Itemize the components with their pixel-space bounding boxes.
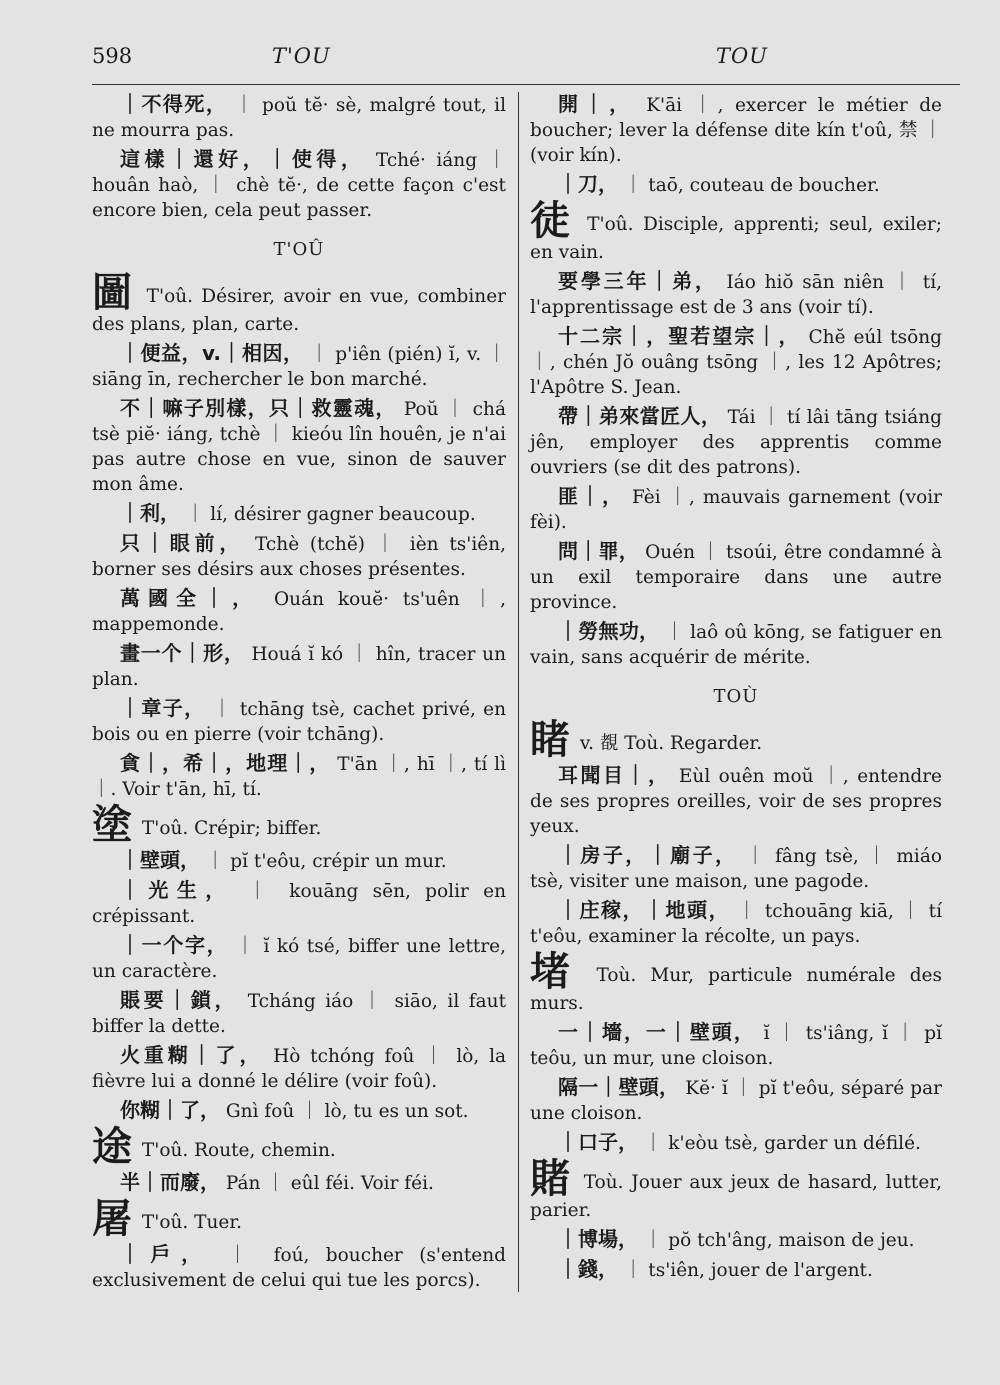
dictionary-entry bbox=[92, 270, 506, 337]
entry-definition: T'oû. Tuer. bbox=[141, 1212, 243, 1233]
romanization-and-gloss: T'ān ｜, hī ｜, tí lì ｜. Voir t'ān, hī, tí. bbox=[92, 754, 506, 800]
sub-entry bbox=[92, 531, 506, 582]
sub-entry bbox=[530, 539, 942, 615]
romanization-and-gloss: K'āi ｜, exercer le métier de boucher; lever la défense dite kín t'oû, 禁 ｜ (voir kín). bbox=[530, 95, 942, 166]
sub-entry bbox=[530, 269, 942, 320]
dictionary-entry bbox=[530, 717, 942, 763]
romanization-and-gloss: Pán ｜ eûl féi. Voir féi. bbox=[225, 1173, 434, 1194]
sub-entry bbox=[92, 878, 506, 929]
sub-entry bbox=[530, 619, 942, 670]
romanization-and-gloss: Hò tchóng foû ｜ lò, la fièvre lui a donné le délire (voir foû). bbox=[92, 1046, 507, 1092]
romanization-and-gloss: ｜ p'iên (pién) ĭ, v. ｜ siāng īn, rechercher le bon marché. bbox=[92, 344, 506, 390]
sub-entry bbox=[92, 751, 506, 802]
sub-entry bbox=[92, 1043, 506, 1094]
sub-entry bbox=[530, 1227, 942, 1253]
chinese-phrase: ｜口子， bbox=[558, 1130, 638, 1154]
header-rule bbox=[92, 84, 960, 85]
sub-entry bbox=[92, 501, 506, 527]
headword-character: 途 bbox=[92, 1124, 132, 1170]
headword-character: 塗 bbox=[92, 802, 132, 848]
romanization-and-gloss: ｜ taō, couteau de boucher. bbox=[623, 175, 880, 196]
chinese-phrase: ｜便益，v.｜相因， bbox=[120, 341, 304, 365]
sub-entry bbox=[92, 1098, 506, 1124]
entry-definition: T'oû. Disciple, apprenti; seul, exiler; en vain. bbox=[530, 214, 943, 263]
chinese-phrase: 開｜， bbox=[558, 92, 635, 116]
sub-entry bbox=[92, 988, 506, 1039]
dictionary-entry bbox=[530, 198, 943, 265]
sub-entry bbox=[92, 92, 506, 143]
chinese-phrase: 匪｜， bbox=[558, 484, 625, 508]
romanization-and-gloss: ｜ kouāng sēn, polir en crépissant. bbox=[92, 881, 506, 927]
romanization-and-gloss: Ouán kouĕ· ts'uên ｜, mappemonde. bbox=[92, 589, 507, 635]
headword-character: 徒 bbox=[530, 198, 574, 244]
dictionary-entry bbox=[530, 949, 942, 1016]
chinese-phrase: ｜錢， bbox=[558, 1257, 618, 1281]
chinese-phrase: ｜光生， bbox=[120, 878, 234, 902]
chinese-phrase: 畫一个｜形， bbox=[120, 641, 245, 665]
chinese-phrase: ｜一个字， bbox=[120, 933, 229, 957]
sub-entry bbox=[530, 1257, 942, 1283]
romanization-and-gloss: Tcháng iáo ｜ siāo, il faut biffer la dette. bbox=[92, 991, 507, 1037]
romanization-and-gloss: Chĕ eúl tsōng ｜, chén Jŏ ouâng tsōng ｜, les 12 Apôtres; l'Apôtre S. Jean. bbox=[530, 327, 943, 398]
sub-entry bbox=[530, 898, 942, 949]
chinese-phrase: ｜壁頭， bbox=[120, 848, 200, 872]
romanization-and-gloss: ｜ laô oû kōng, se fatiguer en vain, sans acquérir de mérite. bbox=[530, 622, 942, 668]
romanization-and-gloss: ｜ foú, boucher (s'entend exclusivement de celui qui tue les porcs). bbox=[92, 1245, 507, 1291]
romanization-and-gloss: Ouén ｜ tsoúi, être condamné à un exil temporaire dans une autre province. bbox=[530, 542, 942, 613]
sub-entry bbox=[530, 1130, 942, 1156]
sub-entry bbox=[92, 147, 506, 223]
romanization-and-gloss: Eùl ouên moŭ ｜, entendre de ses propres oreilles, voir de ses propres yeux. bbox=[530, 766, 942, 837]
running-head-right: TOU bbox=[716, 44, 768, 68]
sub-entry bbox=[92, 641, 506, 692]
romanization-and-gloss: Fèi ｜, mauvais garnement (voir fèi). bbox=[530, 487, 942, 533]
dictionary-entry bbox=[530, 1156, 942, 1223]
romanization-and-gloss: ｜ ĭ kó tsé, biffer une lettre, un caractère. bbox=[92, 936, 507, 982]
section-heading: TOÙ bbox=[713, 686, 759, 707]
sub-entry bbox=[92, 696, 506, 747]
chinese-phrase: ｜博場， bbox=[558, 1227, 638, 1251]
chinese-phrase: 要學三年｜弟， bbox=[558, 269, 718, 293]
running-head-left: T'OU bbox=[272, 44, 331, 68]
sub-entry bbox=[92, 933, 506, 984]
chinese-phrase: ｜勞無功， bbox=[558, 619, 660, 643]
chinese-phrase: 帶｜弟來當匠人， bbox=[558, 404, 722, 428]
entry-definition: T'oû. Route, chemin. bbox=[141, 1140, 336, 1161]
chinese-phrase: 你糊｜了， bbox=[120, 1098, 220, 1122]
column-divider bbox=[518, 92, 519, 1292]
romanization-and-gloss: Tché· iáng ｜ houân haò, ｜ chè tĕ·, de cette façon c'est encore bien, cela peut passer. bbox=[92, 150, 506, 221]
chinese-phrase: ｜庄稼，｜地頭， bbox=[558, 898, 731, 922]
entry-definition: Toù. Mur, particule numérale des murs. bbox=[530, 965, 942, 1014]
section-heading: T'OÛ bbox=[273, 239, 325, 260]
sub-entry bbox=[92, 341, 506, 392]
romanization-and-gloss: ĭ ｜ ts'iâng, ĭ ｜ pĭ teôu, un mur, une cloison. bbox=[530, 1023, 942, 1069]
chinese-phrase: ｜房子，｜廟子， bbox=[558, 843, 738, 867]
romanization-and-gloss: ｜ tchāng tsè, cachet privé, en bois ou en pierre (voir tchāng). bbox=[92, 699, 507, 745]
sub-entry bbox=[530, 484, 942, 535]
chinese-phrase: ｜章子， bbox=[120, 696, 206, 720]
sub-entry bbox=[92, 396, 506, 497]
chinese-phrase: 這樣｜還好，｜使得， bbox=[120, 147, 366, 171]
headword-character: 賭 bbox=[530, 1156, 572, 1202]
romanization-and-gloss: ｜ poŭ tĕ· sè, malgré tout, il ne mourra pas. bbox=[92, 95, 506, 141]
chinese-phrase: 貪｜，希｜，地理｜， bbox=[120, 751, 331, 775]
sub-entry bbox=[530, 843, 942, 894]
romanization-and-gloss: ｜ ts'iên, jouer de l'argent. bbox=[623, 1260, 873, 1281]
romanization-and-gloss: Tchè (tchĕ) ｜ ièn ts'iên, borner ses désirs aux choses présentes. bbox=[92, 534, 507, 580]
romanization-and-gloss: ｜ fâng tsè, ｜ miáo tsè, visiter une maison, une pagode. bbox=[530, 846, 942, 892]
dictionary-entry bbox=[92, 1124, 506, 1170]
sub-entry bbox=[92, 586, 506, 637]
sub-entry bbox=[530, 1075, 942, 1126]
right-column bbox=[530, 92, 942, 1287]
entry-definition: T'oû. Crépir; biffer. bbox=[141, 818, 322, 839]
entry-definition: v. 覩 Toù. Regarder. bbox=[579, 733, 763, 754]
chinese-phrase: ｜刀， bbox=[558, 172, 618, 196]
sub-entry bbox=[530, 324, 942, 400]
sub-entry bbox=[530, 172, 942, 198]
sub-entry bbox=[530, 763, 942, 839]
chinese-phrase: 隔一｜壁頭， bbox=[558, 1075, 680, 1099]
left-column bbox=[92, 92, 506, 1297]
headword-character: 屠 bbox=[92, 1196, 132, 1242]
romanization-and-gloss: ｜ lí, désirer gagner beaucoup. bbox=[185, 504, 476, 525]
romanization-and-gloss: Tái ｜ tí lâi tāng tsiáng jên, employer des apprentis comme ouvriers (se dit des patrons). bbox=[530, 407, 943, 478]
romanization-and-gloss: Gnì foû ｜ lò, tu es un sot. bbox=[225, 1101, 469, 1122]
romanization-and-gloss: ｜ pĭ t'eôu, crépir un mur. bbox=[205, 851, 447, 872]
sub-entry bbox=[92, 1170, 506, 1196]
headword-character: 睹 bbox=[530, 717, 570, 763]
chinese-phrase: ｜利， bbox=[120, 501, 180, 525]
romanization-and-gloss: Houá ĭ kó ｜ hîn, tracer un plan. bbox=[92, 644, 507, 690]
sub-entry bbox=[530, 404, 942, 480]
dictionary-entry bbox=[92, 802, 506, 848]
romanization-and-gloss: Iáo hiŏ sān niên ｜ tí, l'apprentissage est de 3 ans (voir tí). bbox=[530, 272, 943, 318]
chinese-phrase: 賬要｜鎖， bbox=[120, 988, 239, 1012]
romanization-and-gloss: ｜ pŏ tch'âng, maison de jeu. bbox=[643, 1230, 915, 1251]
page-number: 598 bbox=[92, 44, 133, 68]
sub-entry bbox=[92, 848, 506, 874]
romanization-and-gloss: Kĕ· ĭ ｜ pĭ t'eôu, séparé par une cloison. bbox=[530, 1078, 942, 1124]
sub-entry bbox=[530, 1020, 942, 1071]
entry-definition: T'oû. Désirer, avoir en vue, combiner des plans, plan, carte. bbox=[92, 286, 506, 335]
chinese-phrase: ｜戶， bbox=[120, 1242, 212, 1266]
chinese-phrase: 一｜墻，一｜壁頭， bbox=[558, 1020, 756, 1044]
chinese-phrase: 萬國全｜， bbox=[120, 586, 261, 610]
page-header bbox=[0, 0, 1000, 90]
headword-character: 圖 bbox=[92, 270, 135, 316]
chinese-phrase: 問｜罪， bbox=[558, 539, 639, 563]
chinese-phrase: 只｜眼前， bbox=[120, 531, 245, 555]
headword-character: 堵 bbox=[530, 949, 579, 995]
sub-entry bbox=[530, 92, 942, 168]
chinese-phrase: 耳聞目｜， bbox=[558, 763, 671, 787]
dictionary-entry bbox=[92, 1196, 506, 1242]
romanization-and-gloss: ｜ k'eòu tsè, garder un défilé. bbox=[643, 1133, 921, 1154]
chinese-phrase: 半｜而廢， bbox=[120, 1170, 220, 1194]
romanization-and-gloss: Poŭ ｜ chá tsè piĕ· iáng, tchè ｜ kieóu lîn houên, je n'ai pas autre chose en vue, sinon de sauver mon âme. bbox=[92, 399, 506, 495]
romanization-and-gloss: ｜ tchouāng kiā, ｜ tí t'eôu, examiner la récolte, un pays. bbox=[530, 901, 942, 947]
sub-entry bbox=[92, 1242, 506, 1293]
chinese-phrase: 不｜嘛子別樣，只｜救靈魂， bbox=[120, 396, 397, 420]
chinese-phrase: 十二宗｜，聖若望宗｜， bbox=[558, 324, 801, 348]
entry-definition: Toù. Jouer aux jeux de hasard, lutter, parier. bbox=[530, 1172, 942, 1221]
chinese-phrase: 火重糊｜了， bbox=[120, 1043, 264, 1067]
chinese-phrase: ｜不得死， bbox=[120, 92, 228, 116]
